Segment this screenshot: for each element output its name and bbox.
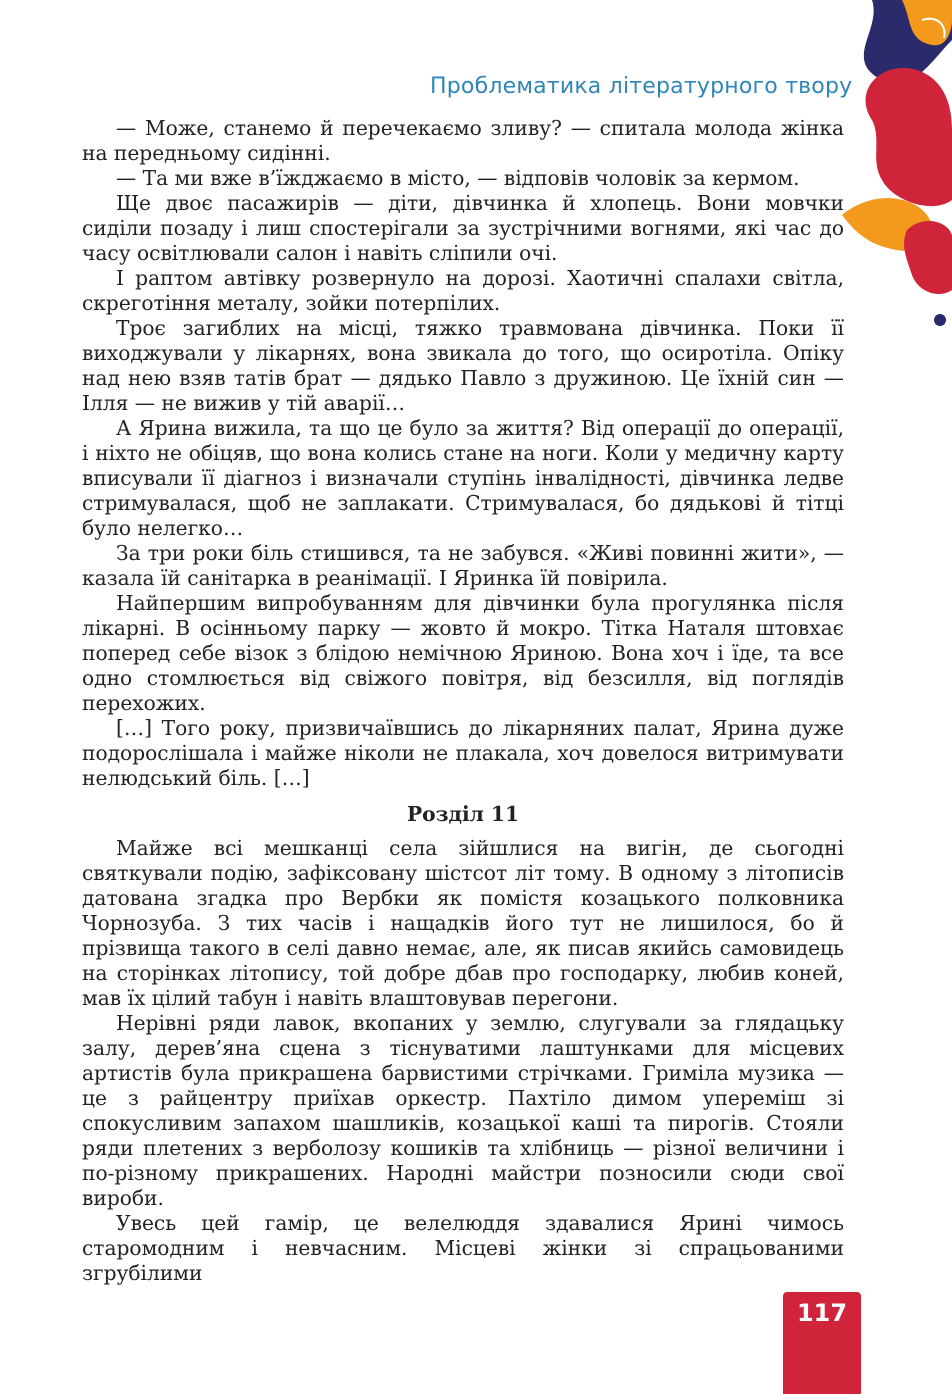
paragraph: А Ярина вижила, та що це було за життя? Від операції до операції, і ніхто не обіцяв, що вона колись стане на ноги. Коли у медичну карту вписували її діагноз і визначали ступінь інвалідності, дівчинка ледве стримувалася, щоб не заплакати. Стримувалася, бо дядькові й тітці було нелегко… (82, 416, 844, 540)
paragraph: Нерівні ряди лавок, вкопаних у землю, слугували за глядацьку залу, дерев’яна сцена з тіснуватими лаштунками для місцевих артистів була прикрашена барвистими стрічками. Гриміла музика — це з райцентру приїхав оркестр. Пахтіло димом упереміш зі спокусливим запахом шашликів, козацької каші та пирогів. Стояли ряди плетених з верболозу кошиків та хлібниць — різної величини і по-різному прикрашених. Народні майстри позносили сюди свої вироби. (82, 1011, 844, 1210)
paragraph: І раптом автівку розвернуло на дорозі. Хаотичні спалахи світла, скреготіння металу, зойки потерпілих. (82, 266, 844, 315)
paragraph: […] Того року, призвичаївшись до лікарняних палат, Ярина дуже подорослішала і майже ніколи не плакала, хоч довелося витримувати нелюдський біль. […] (82, 716, 844, 790)
paragraph: Увесь цей гамір, це велелюддя здавалися Ярині чимось старомодним і невчасним. Місцеві жінки зі спрацьованими згрубілими (82, 1211, 844, 1285)
section-heading: Розділ 11 (406, 802, 519, 826)
running-header: Проблематика літературного твору (430, 74, 853, 99)
paragraph: Ще двоє пасажирів — діти, дівчинка й хлопець. Вони мовчки сиділи позаду і лиш спостерігали за зустрічними вогнями, які час до часу освітлювали салон і навіть сліпили очі. (82, 191, 844, 265)
page-number: 117 (796, 1299, 848, 1327)
paragraph: Троє загиблих на місці, тяжко травмована дівчинка. Поки її виходжували у лікарнях, вона звикала до того, що осиротіла. Опіку над нею взяв татів брат — дядько Павло з дружиною. Це їхній син — Ілля — не вижив у тій аварії… (82, 316, 844, 415)
body-text (82, 116, 844, 1286)
paragraph: — Може, станемо й перечекаємо зливу? — спитала молода жінка на передньому сидінні. (82, 116, 844, 165)
paragraph: За три роки біль стишився, та не забувся. «Живі повинні жити», — казала їй санітарка в реанімації. І Яринка їй повірила. (82, 541, 844, 590)
paragraph: — Та ми вже в’їжджаємо в місто, — відповів чоловік за кермом. (116, 166, 800, 190)
paragraph: Найпершим випробуванням для дівчинки була прогулянка після лікарні. В осінньому парку — жовто й мокро. Тітка Наталя штовхає поперед себе візок з блідою немічною Яриною. Вона хоч і їде, та все одно стомлюється від свіжого повітря, від безсилля, від поглядів перехожих. (82, 591, 844, 715)
paragraph: Майже всі мешканці села зійшлися на вигін, де сьогодні святкували подію, зафіксовану шістсот літ тому. В одному з літописів датована згадка про Вербки як помістя козацького полковника Чорнозуба. З тих часів і нащадків його тут не лишилося, бо й прізвища такого в селі давно немає, але, як писав якийсь самовидець на сторінках літопису, той добре дбав про господарку, любив коней, мав їх цілий табун і навіть влаштовував перегони. (82, 836, 844, 1010)
page-number-badge (783, 1292, 861, 1394)
